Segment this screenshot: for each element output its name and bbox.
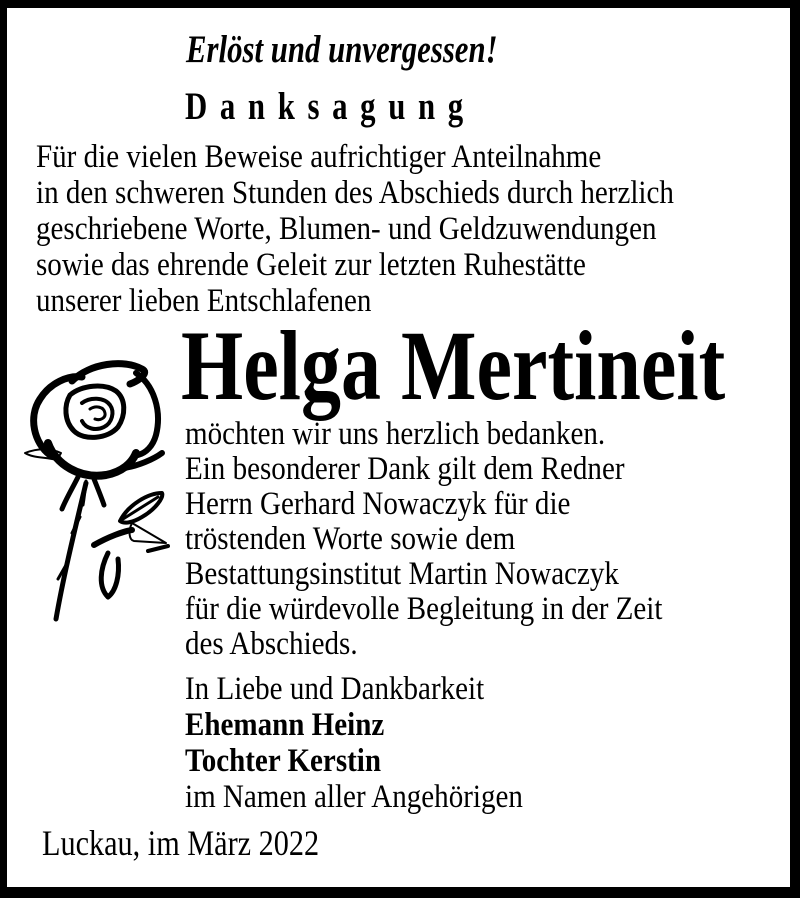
closing-block [185, 671, 523, 815]
place-date-line: Luckau, im März 2022 [42, 823, 320, 863]
intro-paragraph [36, 139, 674, 319]
intro-line-1: Für die vielen Beweise aufrichtiger Anteilnahme [36, 139, 602, 175]
thanks-paragraph [185, 417, 662, 662]
closing-intro: In Liebe und Dankbarkeit [185, 671, 485, 707]
thanks-line-2: Ein besonderer Dank gilt dem Redner [185, 451, 625, 487]
rose-illustration [20, 347, 170, 637]
intro-line-3: geschriebene Worte, Blumen- und Geldzuwendungen [36, 211, 657, 247]
notice-type-heading: Danksagung [185, 85, 476, 128]
thanks-line-6: für die würdevolle Begleitung in der Zeit [185, 591, 663, 627]
thanks-line-5: Bestattungsinstitut Martin Nowaczyk [185, 556, 619, 592]
intro-line-4: sowie das ehrende Geleit zur letzten Ruhestätte [36, 247, 586, 283]
thanks-line-4: tröstenden Worte sowie dem [185, 521, 516, 557]
closing-suffix: im Namen aller Angehörigen [185, 779, 523, 815]
mourner-husband: Ehemann Heinz [185, 707, 385, 743]
deceased-name: Helga Mertineit [181, 310, 726, 421]
intro-line-5: unserer lieben Entschlafenen [36, 283, 372, 319]
intro-line-2: in den schweren Stunden des Abschieds durch herzlich [36, 175, 674, 211]
motto-line: Erlöst und unvergessen! [186, 28, 498, 71]
thanks-line-3: Herrn Gerhard Nowaczyk für die [185, 486, 571, 522]
thanks-line-7: des Abschieds. [185, 626, 358, 662]
thanks-line-1: möchten wir uns herzlich bedanken. [185, 416, 606, 452]
mourner-daughter: Tochter Kerstin [185, 743, 382, 779]
